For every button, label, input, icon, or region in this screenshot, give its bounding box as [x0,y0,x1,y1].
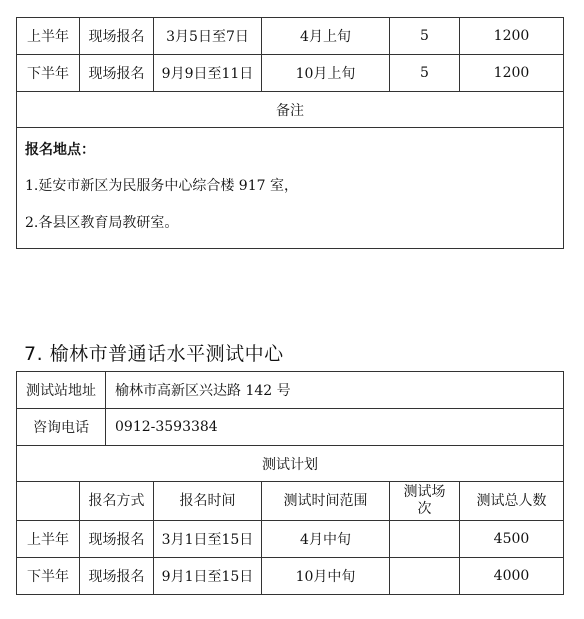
total-cell: 4500 [460,521,564,558]
address-value: 榆林市高新区兴达路 142 号 [106,372,564,409]
reg-time-cell: 9月1日至15日 [154,558,262,595]
reg-time-cell: 3月1日至15日 [154,521,262,558]
notes-title: 报名地点： [25,142,95,158]
phone-row [17,409,564,446]
sessions-cell: 5 [390,18,460,55]
column-header-period [17,482,80,521]
sessions-cell: 5 [390,55,460,92]
yanan-plan-table [16,17,564,249]
period-cell: 上半年 [17,521,80,558]
yulin-info-table [16,371,564,595]
phone-value: 0912-3593384 [106,409,564,446]
reg-time-cell: 3月5日至7日 [154,18,262,55]
column-header-method: 报名方式 [80,482,154,521]
test-range-cell: 10月上旬 [262,55,390,92]
total-cell: 4000 [460,558,564,595]
address-label: 测试站地址 [17,372,106,409]
notes-cell [17,128,564,249]
column-header-row [17,482,564,521]
notes-line-1: 1.延安市新区为民服务中心综合楼 917 室， [25,178,298,194]
test-range-cell: 4月上旬 [262,18,390,55]
column-header-sessions [390,482,460,521]
period-cell: 上半年 [17,18,80,55]
table-row [17,18,564,55]
sessions-cell [390,521,460,558]
column-header-total: 测试总人数 [460,482,564,521]
plan-header-row [17,446,564,482]
table-row [17,55,564,92]
method-cell: 现场报名 [80,55,154,92]
reg-time-cell: 9月9日至11日 [154,55,262,92]
notes-body-row [17,128,564,249]
table-row [17,521,564,558]
table-row [17,558,564,595]
notes-header: 备注 [17,92,564,128]
method-cell: 现场报名 [80,558,154,595]
period-cell: 下半年 [17,558,80,595]
plan-header: 测试计划 [17,446,564,482]
total-cell: 1200 [460,18,564,55]
sessions-header-text: 测试场次 [403,484,446,517]
test-range-cell: 4月中旬 [262,521,390,558]
address-row [17,372,564,409]
total-cell: 1200 [460,55,564,92]
period-cell: 下半年 [17,55,80,92]
method-cell: 现场报名 [80,521,154,558]
method-cell: 现场报名 [80,18,154,55]
sessions-cell [390,558,460,595]
column-header-reg-time: 报名时间 [154,482,262,521]
column-header-test-range: 测试时间范围 [262,482,390,521]
section-title: 7. 榆林市普通话水平测试中心 [24,343,284,365]
phone-label: 咨询电话 [17,409,106,446]
notes-line-2: 2.各县区教育局教研室。 [25,215,179,231]
test-range-cell: 10月中旬 [262,558,390,595]
notes-header-row [17,92,564,128]
